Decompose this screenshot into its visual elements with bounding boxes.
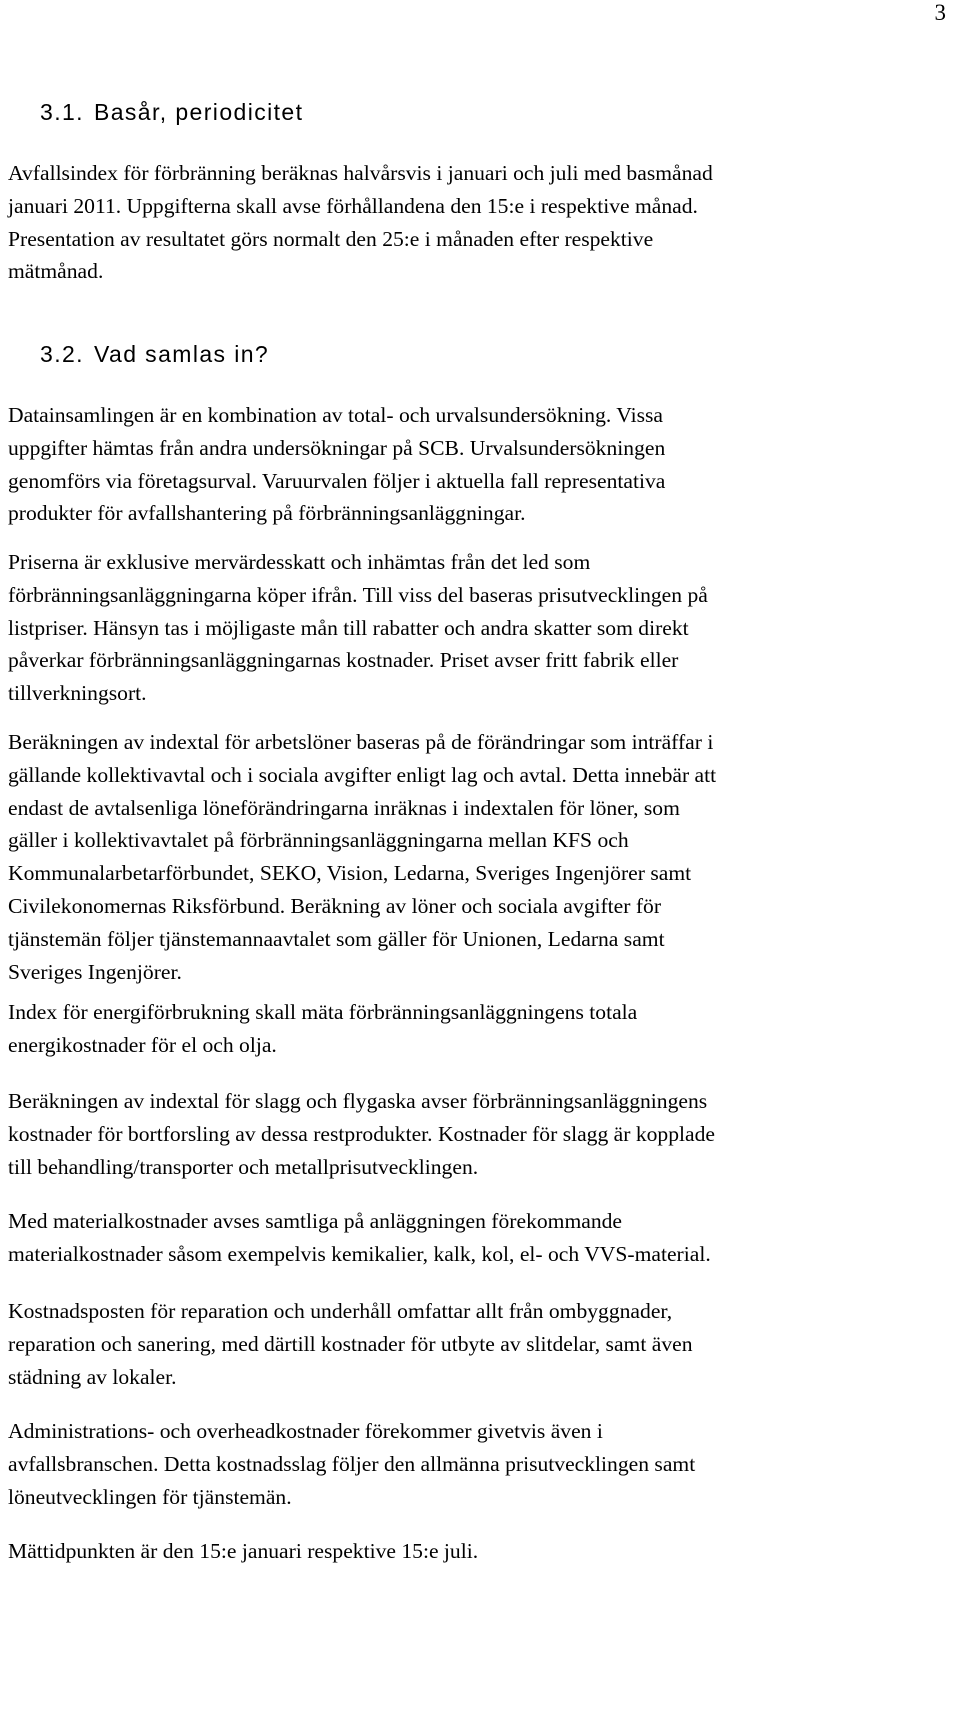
text-line: Beräkningen av indextal för slagg och flygaska avser förbränningsanläggningens [8,1089,708,1113]
text-line: materialkostnader såsom exempelvis kemikalier, kalk, kol, el- och VVS-material. [8,1241,711,1266]
section-number: 3.1. [40,99,84,125]
paragraph-priser [8,546,953,710]
paragraph-reparation [8,1295,953,1393]
text-line: Datainsamlingen är en kombination av total- och urvalsundersökning. Vissa [8,403,663,427]
text-line: genomförs via företagsurval. Varuurvalen följer i aktuella fall representativa [8,468,666,493]
text-line: uppgifter hämtas från andra undersökningar på SCB. Urvalsundersökningen [8,435,666,460]
text-line: endast de avtalsenliga löneförändringarna inräknas i indextalen för löner, som [8,795,680,820]
paragraph-material [8,1205,953,1271]
text-line: Index för energiförbrukning skall mäta förbränningsanläggningens totala [8,1000,638,1024]
text-line: listpriser. Hänsyn tas i möjligaste mån till rabatter och andra skatter som direkt [8,615,689,640]
text-line: Mättidpunkten är den 15:e januari respektive 15:e juli. [8,1539,479,1563]
paragraph-arbetsloner [8,726,953,988]
text-line: påverkar förbränningsanläggningarnas kostnader. Priset avser fritt fabrik eller [8,648,679,673]
text-line: tjänstemän följer tjänstemannaavtalet som gäller för Unionen, Ledarna samt [8,926,665,951]
paragraph-energi [8,996,953,1062]
text-line: Avfallsindex för förbränning beräknas halvårsvis i januari och juli med basmånad [8,161,713,185]
text-line: Administrations- och overheadkostnader förekommer givetvis även i [8,1419,603,1443]
section-heading-3-2 [40,339,269,369]
section-title: Vad samlas in? [93,341,270,367]
text-line: Kostnadsposten för reparation och underhåll omfattar allt från ombyggnader, [8,1299,673,1323]
section-number: 3.2. [40,341,84,367]
text-line: förbränningsanläggningarna köper ifrån. Till viss del baseras prisutvecklingen på [8,582,708,607]
text-line: energikostnader för el och olja. [8,1032,277,1057]
text-line: gällande kollektivavtal och i sociala avgifter enligt lag och avtal. Detta innebär att [8,762,717,787]
text-line: Civilekonomernas Riksförbund. Beräkning av löner och sociala avgifter för [8,893,662,918]
text-line: produkter för avfallshantering på förbränningsanläggningar. [8,501,526,526]
section-title: Basår, periodicitet [93,99,304,125]
text-line: Presentation av resultatet görs normalt den 25:e i månaden efter respektive [8,226,654,251]
paragraph-mattidpunkt [8,1535,953,1568]
paragraph-administration [8,1415,953,1513]
text-line: mätmånad. [8,259,104,284]
text-line: löneutvecklingen för tjänstemän. [8,1484,292,1509]
page-number: 3 [934,0,946,25]
text-line: Beräkningen av indextal för arbetslöner baseras på de förändringar som inträffar i [8,730,714,754]
text-line: Sveriges Ingenjörer. [8,959,182,984]
paragraph-basar [8,157,953,288]
text-line: Priserna är exklusive mervärdesskatt och inhämtas från det led som [8,550,591,574]
text-line: gäller i kollektivavtalet på förbränningsanläggningarna mellan KFS och [8,828,629,853]
text-line: Med materialkostnader avses samtliga på anläggningen förekommande [8,1209,623,1233]
text-line: städning av lokaler. [8,1364,177,1389]
paragraph-datainsamling [8,399,953,530]
text-line: januari 2011. Uppgifterna skall avse förhållandena den 15:e i respektive månad. [8,193,698,218]
text-line: till behandling/transporter och metallprisutvecklingen. [8,1154,479,1179]
text-line: reparation och sanering, med därtill kostnader för utbyte av slitdelar, samt även [8,1331,693,1356]
text-line: tillverkningsort. [8,681,147,706]
section-heading-3-1 [40,97,303,127]
text-line: kostnader för bortforsling av dessa restprodukter. Kostnader för slagg är kopplade [8,1121,715,1146]
paragraph-slagg [8,1085,953,1183]
text-line: Kommunalarbetarförbundet, SEKO, Vision, Ledarna, Sveriges Ingenjörer samt [8,861,692,886]
text-line: avfallsbranschen. Detta kostnadsslag följer den allmänna prisutvecklingen samt [8,1451,696,1476]
